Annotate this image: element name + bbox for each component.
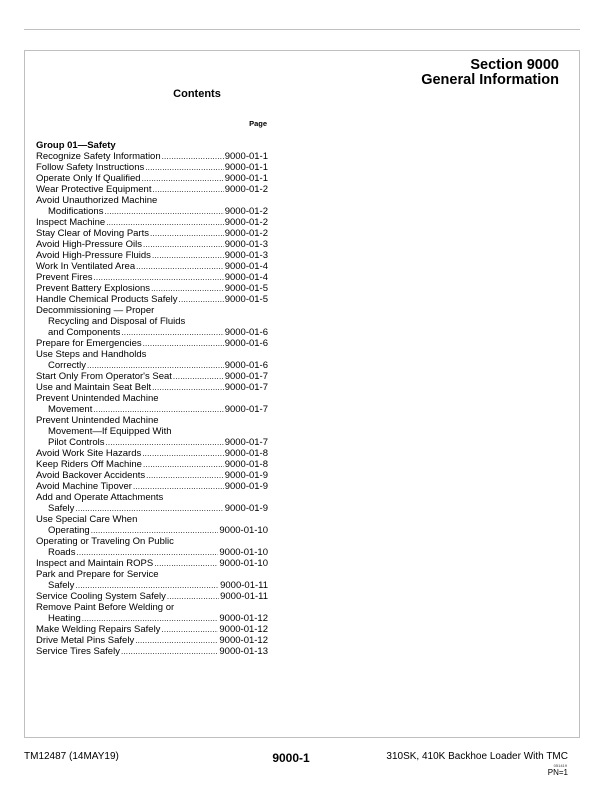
toc-entry-line <box>36 206 268 217</box>
toc-entry-title: Heating <box>48 613 81 624</box>
toc-entry-title: Drive Metal Pins Safely <box>36 635 135 646</box>
toc-entry-title: Avoid Backover Accidents <box>36 470 146 481</box>
toc-entry-title: Wear Protective Equipment <box>36 184 152 195</box>
toc-entry <box>36 195 268 217</box>
toc-entry-page: 9000-01-6 <box>224 360 268 371</box>
toc-entry-title: Operate Only If Qualified <box>36 173 141 184</box>
toc-entry <box>36 536 268 558</box>
dot-leader <box>135 261 224 272</box>
toc-entry-page: 9000-01-12 <box>219 624 268 635</box>
toc-entry <box>36 646 268 657</box>
section-number: Section 9000 <box>470 57 559 73</box>
toc-entry-page: 9000-01-12 <box>219 613 268 624</box>
dot-leader <box>134 635 218 646</box>
dot-leader <box>105 217 224 228</box>
toc-entry-page: 9000-01-10 <box>219 525 268 536</box>
dot-leader <box>142 459 224 470</box>
toc-entry-page: 9000-01-7 <box>224 382 268 393</box>
dot-leader <box>75 547 218 558</box>
toc-entry-title: Prepare for Emergencies <box>36 338 142 349</box>
toc-entry-page: 9000-01-7 <box>224 437 268 448</box>
dot-leader <box>178 294 224 305</box>
toc-entry-line <box>36 525 268 536</box>
toc-entry-title: Keep Riders Off Machine <box>36 459 142 470</box>
toc-entry-page: 9000-01-9 <box>224 503 268 514</box>
toc-entry <box>36 415 268 448</box>
toc-entry <box>36 635 268 646</box>
dot-leader <box>141 173 224 184</box>
dot-leader <box>142 338 224 349</box>
toc-entry-title: Service Cooling System Safely <box>36 591 166 602</box>
toc-entry-line <box>36 459 268 470</box>
toc-entry-text: Add and Operate Attachments <box>36 492 164 503</box>
toc-entry-page: 9000-01-3 <box>224 250 268 261</box>
toc-entry-title: Pilot Controls <box>48 437 105 448</box>
toc-entry-title: Stay Clear of Moving Parts <box>36 228 149 239</box>
section-title <box>421 58 559 88</box>
dot-leader <box>141 448 223 459</box>
toc-entry-text: Remove Paint Before Welding or <box>36 602 175 613</box>
dot-leader <box>93 272 224 283</box>
toc-entry-line <box>36 338 268 349</box>
dot-leader <box>90 525 219 536</box>
toc-entry-page: 9000-01-5 <box>224 294 268 305</box>
toc-entry <box>36 569 268 591</box>
toc-entry-line <box>36 624 268 635</box>
toc-entry-line <box>36 261 268 272</box>
page-column-heading: Page <box>249 119 267 128</box>
toc-entry-title: Roads <box>48 547 76 558</box>
toc-entry-title: Inspect and Maintain ROPS <box>36 558 154 569</box>
toc-entry-title: Start Only From Operator's Seat <box>36 371 172 382</box>
toc-entry-line <box>36 613 268 624</box>
toc-entry <box>36 250 268 261</box>
toc-entry-page: 9000-01-8 <box>224 448 268 459</box>
toc-entry <box>36 217 268 228</box>
toc-entry-page: 9000-01-12 <box>219 635 268 646</box>
group-heading: Group 01—Safety <box>36 140 116 151</box>
toc-entry-page: 9000-01-1 <box>224 151 268 162</box>
toc-entry-line <box>36 503 268 514</box>
toc-entry-page: 9000-01-11 <box>220 580 268 591</box>
dot-leader <box>150 283 224 294</box>
toc-entry-page: 9000-01-1 <box>224 173 268 184</box>
dot-leader <box>92 404 223 415</box>
toc-entry-page: 9000-01-6 <box>224 327 268 338</box>
toc-entry-page: 9000-01-2 <box>224 217 268 228</box>
dot-leader <box>151 184 223 195</box>
dot-leader <box>74 580 219 591</box>
dot-leader <box>103 206 223 217</box>
dot-leader <box>153 558 218 569</box>
toc-entry-line <box>36 646 268 657</box>
toc-entry-page: 9000-01-4 <box>224 261 268 272</box>
toc-entry <box>36 272 268 283</box>
section-name: General Information <box>421 72 559 88</box>
toc-entry-line <box>36 151 268 162</box>
toc-entry <box>36 294 268 305</box>
toc-entry <box>36 514 268 536</box>
toc-entry <box>36 393 268 415</box>
toc-entry-line <box>36 283 268 294</box>
toc-entry-page: 9000-01-9 <box>224 481 268 492</box>
toc-entry-title: Avoid Work Site Hazards <box>36 448 142 459</box>
toc-entry-text: Park and Prepare for Service <box>36 569 159 580</box>
toc-entry-title: Make Welding Repairs Safely <box>36 624 161 635</box>
toc-entry <box>36 470 268 481</box>
toc-entry <box>36 162 268 173</box>
toc-entry <box>36 492 268 514</box>
toc-entry-line <box>36 382 268 393</box>
toc-entry <box>36 283 268 294</box>
toc-entry-line <box>36 360 268 371</box>
dot-leader <box>142 239 224 250</box>
toc-entry-line <box>36 404 268 415</box>
toc-entry-text: Use Special Care When <box>36 514 138 525</box>
toc-entry-title: Follow Safety Instructions <box>36 162 145 173</box>
toc-entry <box>36 184 268 195</box>
toc-entry-title: Safely <box>48 580 75 591</box>
header-rule <box>24 29 580 30</box>
dot-leader <box>149 228 224 239</box>
toc-entry-title: Inspect Machine <box>36 217 106 228</box>
footer-code: 051419 <box>553 763 567 768</box>
toc-entry-title: Avoid High-Pressure Oils <box>36 239 142 250</box>
toc-entry-line <box>36 250 268 261</box>
toc-entry <box>36 173 268 184</box>
dot-leader <box>145 470 224 481</box>
table-of-contents <box>36 151 268 657</box>
toc-entry <box>36 338 268 349</box>
toc-entry-title: Modifications <box>48 206 104 217</box>
toc-entry-page: 9000-01-2 <box>224 206 268 217</box>
toc-entry <box>36 459 268 470</box>
toc-entry-text: Recycling and Disposal of Fluids <box>48 316 186 327</box>
toc-entry-line <box>36 294 268 305</box>
toc-entry-page: 9000-01-13 <box>219 646 268 657</box>
toc-entry <box>36 448 268 459</box>
toc-entry-title: Handle Chemical Products Safely <box>36 294 178 305</box>
toc-entry-line <box>36 371 268 382</box>
toc-entry-title: Operating <box>48 525 90 536</box>
toc-entry-line <box>36 217 268 228</box>
toc-entry <box>36 228 268 239</box>
toc-entry-line <box>36 437 268 448</box>
toc-entry-title: Service Tires Safely <box>36 646 120 657</box>
page-number: 9000-1 <box>272 751 310 765</box>
toc-entry <box>36 305 268 338</box>
dot-leader <box>74 503 223 514</box>
toc-entry <box>36 591 268 602</box>
toc-entry-line <box>36 327 268 338</box>
toc-entry-text: Use Steps and Handholds <box>36 349 147 360</box>
dot-leader <box>151 250 224 261</box>
toc-entry-line <box>36 184 268 195</box>
dot-leader <box>161 151 224 162</box>
toc-entry-text: Operating or Traveling On Public <box>36 536 174 547</box>
dot-leader <box>86 360 224 371</box>
dot-leader <box>144 162 223 173</box>
toc-entry <box>36 382 268 393</box>
toc-entry-page: 9000-01-7 <box>224 371 268 382</box>
toc-entry <box>36 558 268 569</box>
toc-entry-text: Movement—If Equipped With <box>48 426 172 437</box>
dot-leader <box>160 624 218 635</box>
dot-leader <box>151 382 224 393</box>
toc-entry-line <box>36 239 268 250</box>
toc-entry-line <box>36 547 268 558</box>
toc-entry-title: Movement <box>48 404 93 415</box>
toc-entry <box>36 261 268 272</box>
toc-entry-title: Use and Maintain Seat Belt <box>36 382 152 393</box>
toc-entry-page: 9000-01-10 <box>219 547 268 558</box>
toc-entry-line <box>36 228 268 239</box>
toc-entry-line <box>36 481 268 492</box>
toc-entry-line <box>36 580 268 591</box>
toc-entry-page: 9000-01-5 <box>224 283 268 294</box>
dot-leader <box>105 437 224 448</box>
manual-id: TM12487 (14MAY19) <box>24 751 119 762</box>
toc-entry <box>36 602 268 624</box>
toc-entry-text: Prevent Unintended Machine <box>36 393 159 404</box>
toc-entry-page: 9000-01-1 <box>224 162 268 173</box>
toc-entry-title: Safely <box>48 503 75 514</box>
dot-leader <box>120 646 218 657</box>
toc-entry-title: Work In Ventilated Area <box>36 261 136 272</box>
toc-entry-text: Decommissioning — Proper <box>36 305 155 316</box>
contents-heading: Contents <box>173 88 221 100</box>
dot-leader <box>172 371 224 382</box>
toc-entry-text: Avoid Unauthorized Machine <box>36 195 158 206</box>
toc-entry-title: Recognize Safety Information <box>36 151 161 162</box>
toc-entry-title: Correctly <box>48 360 87 371</box>
toc-entry <box>36 371 268 382</box>
toc-entry-line <box>36 558 268 569</box>
toc-entry-line <box>36 448 268 459</box>
pn-label: PN=1 <box>547 768 568 777</box>
toc-entry-page: 9000-01-2 <box>224 184 268 195</box>
toc-entry-line <box>36 591 268 602</box>
toc-entry-page: 9000-01-9 <box>224 470 268 481</box>
toc-entry <box>36 481 268 492</box>
machine-name: 310SK, 410K Backhoe Loader With TMC <box>386 751 568 762</box>
toc-entry-title: Avoid High-Pressure Fluids <box>36 250 151 261</box>
toc-entry-page: 9000-01-8 <box>224 459 268 470</box>
toc-entry-page: 9000-01-3 <box>224 239 268 250</box>
toc-entry-page: 9000-01-7 <box>224 404 268 415</box>
toc-entry-page: 9000-01-10 <box>219 558 268 569</box>
toc-entry-title: Prevent Battery Explosions <box>36 283 151 294</box>
toc-entry <box>36 624 268 635</box>
toc-entry-title: Prevent Fires <box>36 272 93 283</box>
toc-entry <box>36 349 268 371</box>
toc-entry <box>36 151 268 162</box>
dot-leader <box>120 327 223 338</box>
toc-entry-line <box>36 470 268 481</box>
dot-leader <box>132 481 224 492</box>
toc-entry <box>36 239 268 250</box>
toc-entry-page: 9000-01-11 <box>220 591 268 602</box>
toc-entry-title: and Components <box>48 327 121 338</box>
toc-entry-page: 9000-01-2 <box>224 228 268 239</box>
toc-entry-line <box>36 272 268 283</box>
toc-entry-line <box>36 173 268 184</box>
toc-entry-line <box>36 162 268 173</box>
dot-leader <box>166 591 219 602</box>
toc-entry-text: Prevent Unintended Machine <box>36 415 159 426</box>
toc-entry-title: Avoid Machine Tipover <box>36 481 132 492</box>
toc-entry-page: 9000-01-4 <box>224 272 268 283</box>
toc-entry-line <box>36 635 268 646</box>
dot-leader <box>81 613 219 624</box>
toc-entry-page: 9000-01-6 <box>224 338 268 349</box>
